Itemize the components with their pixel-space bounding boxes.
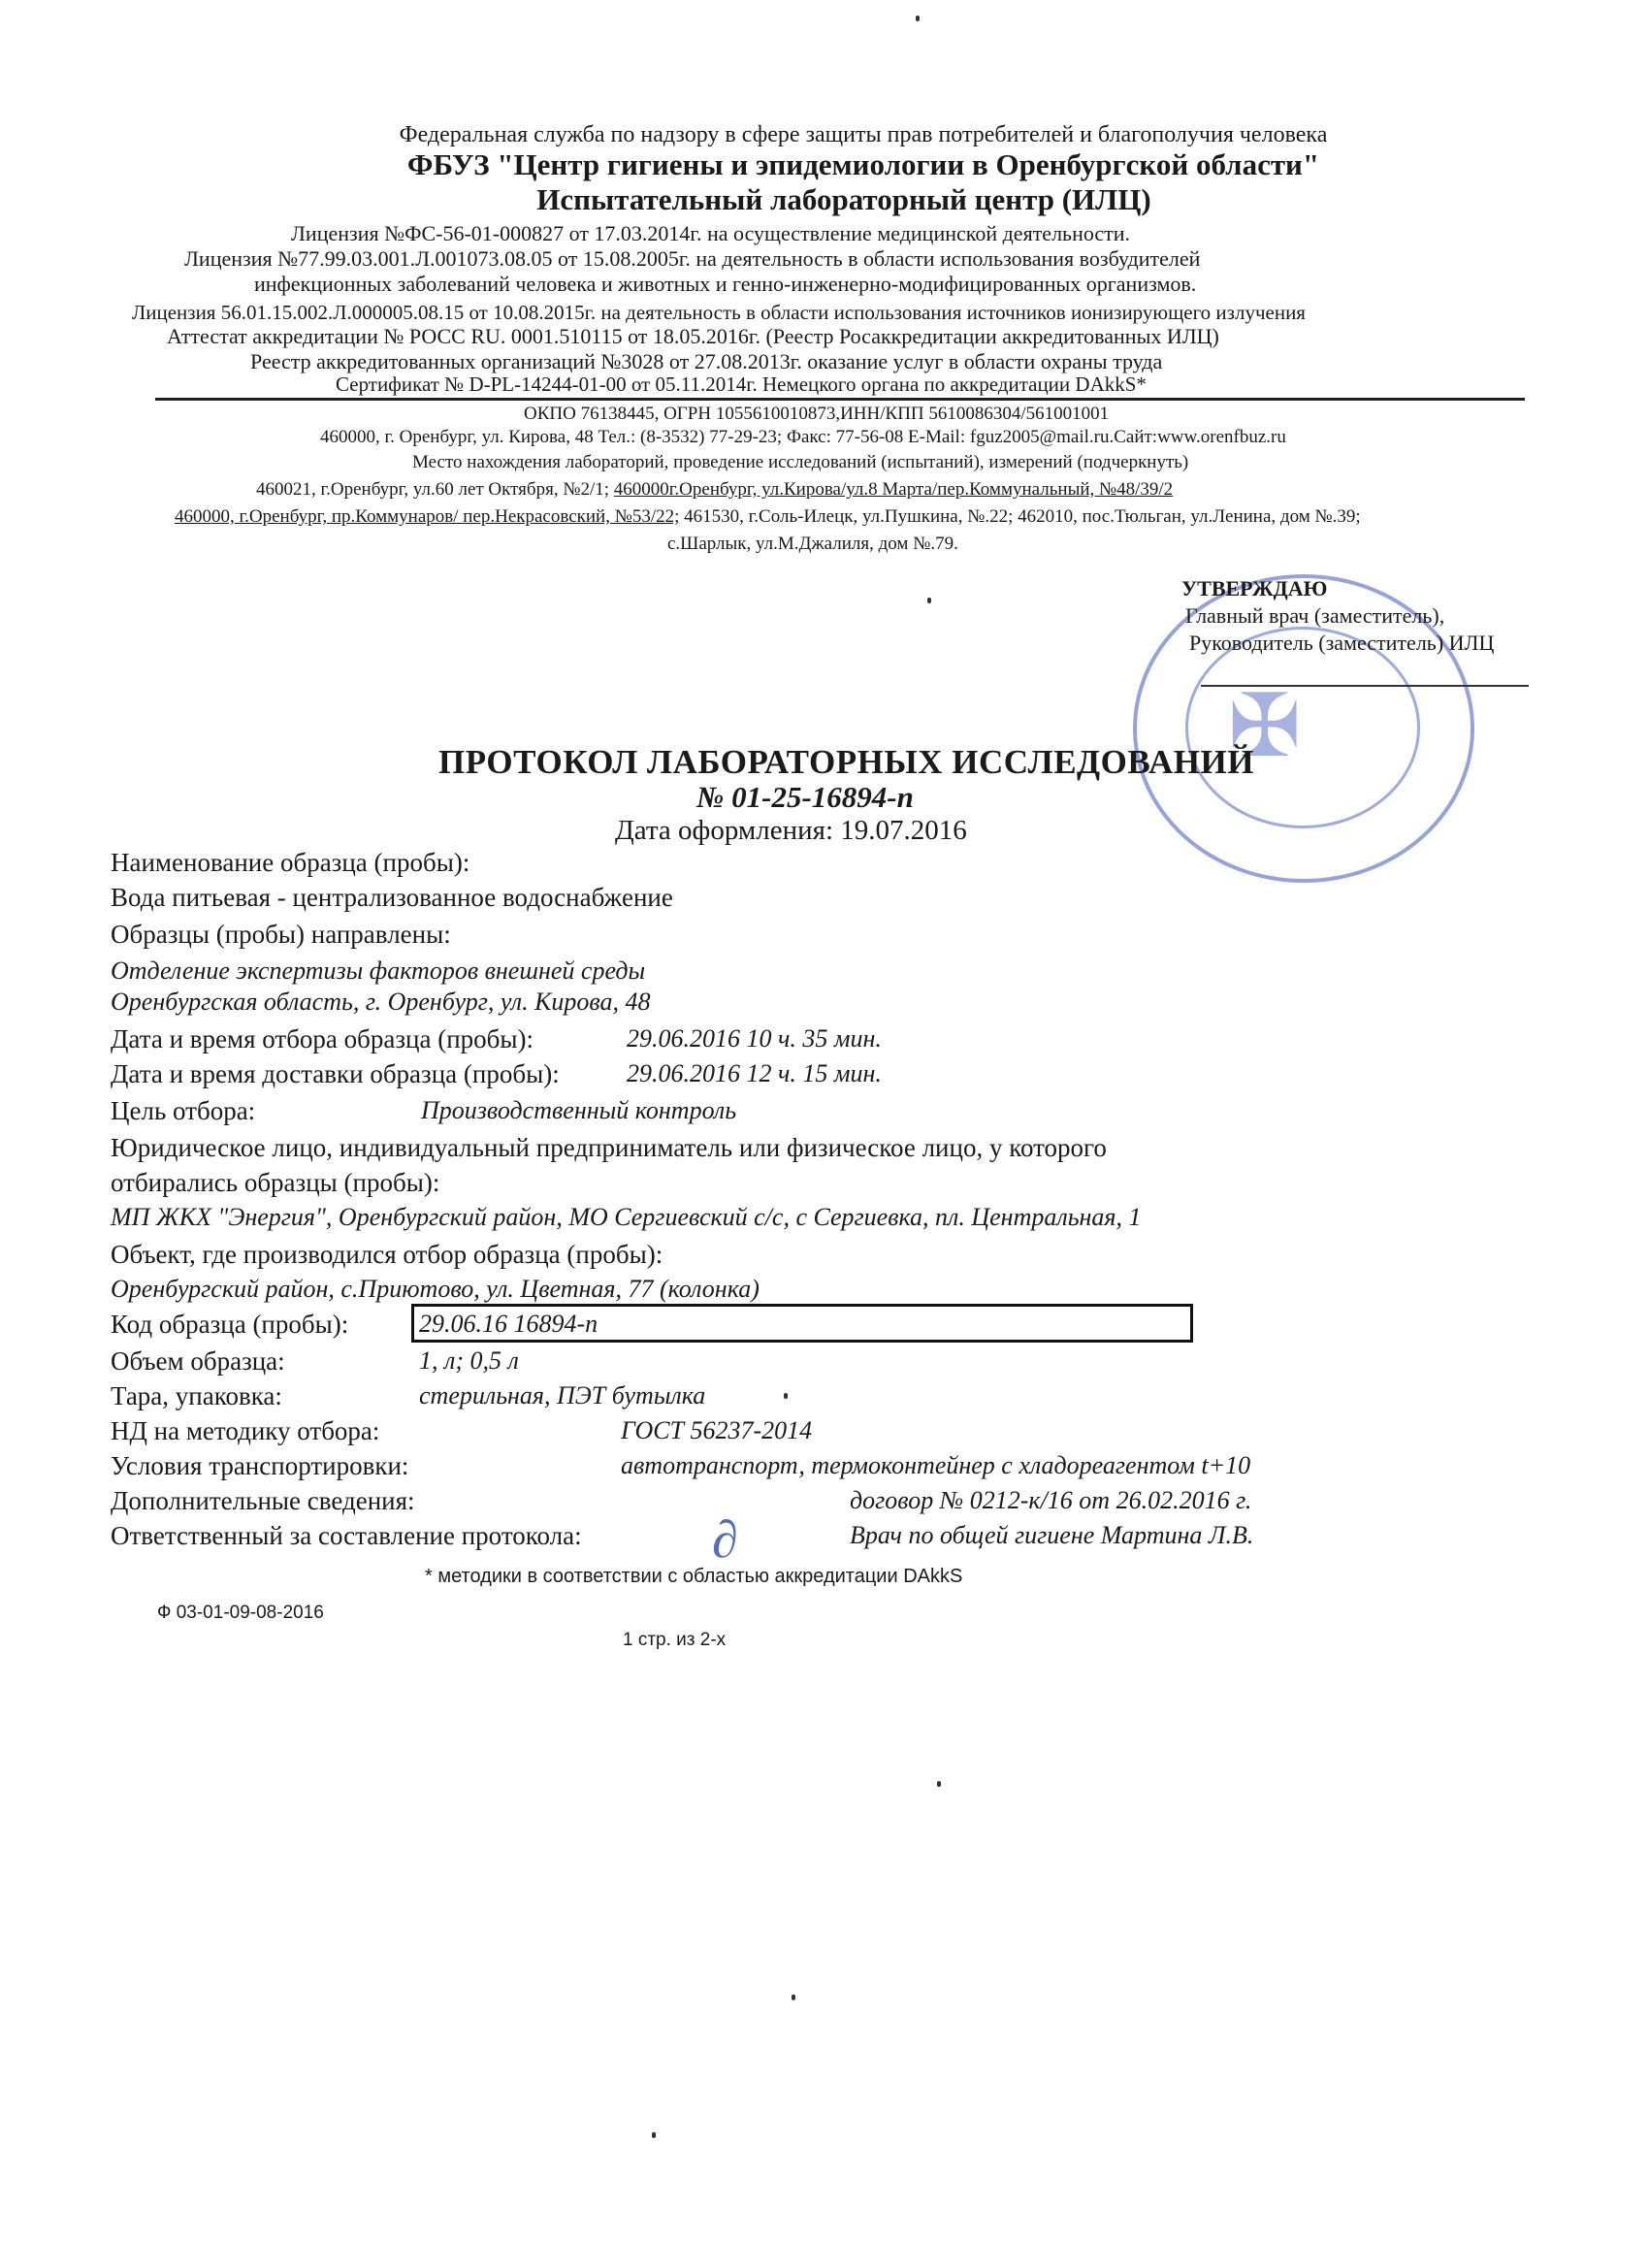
object-label: Объект, где производился отбор образца (пробы): (111, 1240, 663, 1269)
code-value: 29.06.16 16894-п (419, 1310, 598, 1338)
lab-locations-line1 (256, 479, 1173, 501)
extra-value: договор № 0212-к/16 от 26.02.2016 г. (850, 1486, 1252, 1514)
contact-address: 460000, г. Оренбург, ул. Кирова, 48 Тел.: (8-3532) 77-29-23; Факс: 77-56-08 E-Mail: fguz2005@mail.ru.Сайт:www.orenfbuz.ru (320, 427, 1286, 447)
sample-name-label: Наименование образца (пробы): (111, 848, 470, 877)
approval-signature-line (1201, 685, 1529, 687)
entity-value: МП ЖКХ "Энергия", Оренбургский район, МО Сергиевский с/с, с Сергиевка, пл. Центральная, 1 (111, 1203, 1142, 1231)
scan-speck (916, 16, 920, 21)
scan-speck (937, 1781, 941, 1787)
sample-name-value: Вода питьевая - централизованное водоснабжение (111, 883, 673, 912)
transport-label: Условия транспортировки: (111, 1451, 409, 1480)
scan-speck (927, 598, 931, 603)
institution-name: ФБУЗ "Центр гигиены и эпидемиологии в Оренбургской области" (406, 147, 1320, 181)
methods-note: * методики в соответствии с областью аккредитации DAkkS (425, 1566, 963, 1587)
deliver-label: Дата и время доставки образца (пробы): (111, 1059, 560, 1088)
labs-intro: Место нахождения лабораторий, проведение исследований (испытаний), измерений (подчеркнуть) (412, 452, 1189, 472)
responsible-label: Ответственный за составление протокола: (111, 1521, 582, 1550)
eagle-icon: ✠ (1228, 679, 1302, 775)
volume-label: Объем образца: (111, 1346, 285, 1376)
container-label: Тара, упаковка: (111, 1381, 282, 1410)
accreditation-certificate: Аттестат аккредитации № РОСС RU. 0001.510115 от 18.05.2016г. (Реестр Росаккредитации аккредитованных ИЛЦ) (167, 324, 1219, 348)
collect-label: Дата и время отбора образца (пробы): (111, 1024, 534, 1053)
approval-role2: Руководитель (заместитель) ИЛЦ (1189, 631, 1495, 655)
entity-label-cont: отбирались образцы (пробы): (111, 1168, 440, 1197)
approval-role1: Главный врач (заместитель), (1185, 603, 1445, 628)
lab-location-underlined: 460000г.Оренбург, ул.Кирова/ул.8 Марта/пер.Коммунальный, №48/39/2 (613, 479, 1174, 500)
container-value: стерильная, ПЭТ бутылка (419, 1381, 706, 1409)
license-medical: Лицензия №ФС-56-01-000827 от 17.03.2014г. на осуществление медицинской деятельности. (291, 221, 1131, 245)
scan-speck (652, 2132, 656, 2138)
stamp-inner-ring (1185, 627, 1420, 828)
lab-locations-line3: с.Шарлык, ул.М.Джалиля, дом №.79. (667, 534, 958, 554)
header-divider (155, 398, 1525, 401)
license-radiation: Лицензия 56.01.15.002.Л.000005.08.15 от 10.08.2015г. на деятельность в области использования источников ионизирующего излучения (132, 301, 1306, 324)
collect-value: 29.06.2016 10 ч. 35 мин. (627, 1024, 882, 1053)
volume-value: 1, л; 0,5 л (419, 1346, 519, 1375)
lab-locations-line2 (175, 506, 1361, 528)
license-pathogens: Лицензия №77.99.03.001.Л.001073.08.05 от 15.08.2005г. на деятельность в области использования возбудителей (184, 246, 1201, 271)
protocol-title: ПРОТОКОЛ ЛАБОРАТОРНЫХ ИССЛЕДОВАНИЙ (438, 743, 1254, 781)
scan-speck (784, 1393, 788, 1399)
scan-speck (792, 1994, 795, 2000)
purpose-label: Цель отбора: (111, 1096, 256, 1125)
signature-icon: ∂ (712, 1510, 738, 1569)
sent-value-address: Оренбургская область, г. Оренбург, ул. Кирова, 48 (111, 988, 651, 1016)
approval-title: УТВЕРЖДАЮ (1181, 576, 1328, 600)
deliver-value: 29.06.2016 12 ч. 15 мин. (627, 1059, 882, 1087)
purpose-value: Производственный контроль (421, 1096, 737, 1124)
form-code: Ф 03-01-09-08-2016 (157, 1603, 324, 1623)
sent-value-dept: Отделение экспертизы факторов внешней среды (111, 956, 646, 985)
nd-label: НД на методику отбора: (111, 1416, 380, 1445)
entity-label: Юридическое лицо, индивидуальный предприниматель или физическое лицо, у которого (111, 1133, 1107, 1162)
extra-label: Дополнительные сведения: (111, 1486, 415, 1515)
lab-location-underlined: 460000, г.Оренбург, пр.Коммунаров/ пер.Некрасовский, №53/22; (175, 506, 680, 527)
protocol-date: Дата оформления: 19.07.2016 (615, 815, 967, 846)
nd-value: ГОСТ 56237-2014 (621, 1416, 813, 1444)
lab-center-name: Испытательный лабораторный центр (ИЛЦ) (536, 182, 1151, 216)
code-label: Код образца (пробы): (111, 1310, 349, 1339)
registry-entry: Реестр аккредитованных организаций №3028 от 27.08.2013г. оказание услуг в области охраны труда (250, 349, 1163, 373)
protocol-number: № 01-25-16894-п (696, 780, 914, 814)
lab-location-plain: 461530, г.Соль-Илецк, ул.Пушкина, №.22; 462010, пос.Тюльган, ул.Ленина, дом №.39; (679, 506, 1361, 527)
responsible-value: Врач по общей гигиене Мартина Л.В. (850, 1521, 1254, 1549)
page-number: 1 стр. из 2-х (623, 1630, 727, 1650)
license-pathogens-cont: инфекционных заболеваний человека и животных и генно-инженерно-модифицированных организмов. (254, 272, 1197, 296)
dakks-certificate: Сертификат № D-PL-14244-01-00 от 05.11.2014г. Немецкого органа по аккредитации DAkkS* (336, 373, 1147, 396)
agency-name: Федеральная служба по надзору в сфере защиты прав потребителей и благополучия человека (399, 122, 1328, 147)
object-value: Оренбургский район, с.Приютово, ул. Цветная, 77 (колонка) (111, 1275, 760, 1303)
okpo-line: ОКПО 76138445, ОГРН 1055610010873,ИНН/КПП 5610086304/561001001 (524, 404, 1110, 424)
sent-label: Образцы (пробы) направлены: (111, 920, 451, 949)
lab-location-plain: 460021, г.Оренбург, ул.60 лет Октября, №2/1; (256, 479, 614, 500)
transport-value: автотранспорт, термоконтейнер с хладореагентом t+10 (621, 1451, 1251, 1479)
